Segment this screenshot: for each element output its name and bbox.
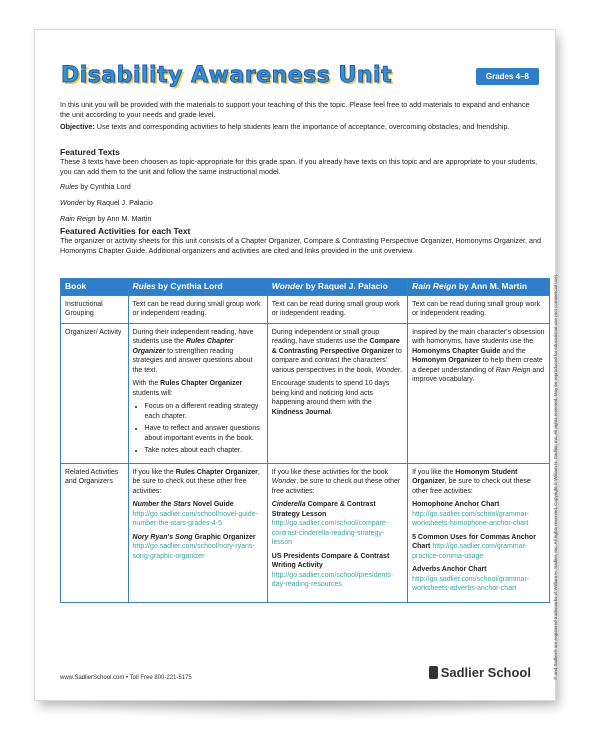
text-run: and improve vocabulary.: [412, 366, 545, 383]
resource-title: Number the Stars: [132, 501, 191, 508]
featured-activities-description: The organizer or activity sheets for this unit consists of a Chapter Organizer, Compare & Contrasting Perspective Organizer, Homonyms Organizer, and Homonyms Chapter Guide. Additional organizers and activities are cited and links provided in the unit overview.: [60, 236, 541, 255]
list-item: • Focus on a different reading strategy each chapter.: [145, 402, 263, 421]
resource-title: Nory Ryan's Song: [132, 533, 193, 541]
table-cell: Text can be read during small group work or independent reading.: [267, 295, 407, 323]
objective-paragraph: [60, 122, 541, 132]
text-run: , be sure to check out these other free activities:: [412, 478, 531, 495]
header-wonder: [267, 279, 407, 296]
book-list-item: [60, 182, 541, 192]
cell-paragraph: [412, 328, 545, 385]
organizer-name: Compare & Contrasting Perspective Organizer: [271, 338, 400, 355]
cell-paragraph: [412, 468, 545, 497]
resource-link[interactable]: http://go.sadlier.com/school/nory-ryans-song-graphic-organizer: [132, 543, 255, 560]
worksheet-page: [35, 30, 558, 700]
resource-item: [133, 533, 263, 562]
header-rules: [128, 279, 267, 296]
featured-texts-section: [60, 147, 541, 224]
cell-paragraph: [272, 379, 403, 417]
featured-activities-section: [60, 226, 541, 256]
resource-link[interactable]: http://go.sadlier.com/school/compare-contrast-cinderella-reading-strategy-lesson: [271, 520, 389, 546]
page-shadow: [48, 700, 548, 722]
logo-text: Sadlier School: [440, 665, 531, 680]
row-label: Related Activities and Organizers: [61, 463, 129, 602]
cell-paragraph: [133, 468, 263, 497]
list-item: • Have to reflect and answer questions about important events in the book.: [145, 424, 263, 443]
book-author: by Raquel J. Palacio: [85, 198, 153, 207]
sadlier-s-icon: [429, 666, 438, 679]
organizer-name: Homonym Student Organizer: [412, 468, 518, 485]
header-author: by Raquel J. Palacio: [303, 281, 388, 291]
copyright-sidebar: [553, 273, 563, 680]
book-author: by Ann M. Martin: [95, 214, 152, 223]
table-row: [61, 295, 550, 323]
resource-link[interactable]: http://go.sadlier.com/school/grammar-worksheets-homophone-anchor-chart: [412, 510, 530, 527]
table-header-row: [61, 279, 550, 296]
cell-paragraph: [133, 328, 263, 376]
table-cell: [408, 463, 550, 602]
organizer-name: Rules Chapter Organizer: [175, 468, 258, 476]
resource-item: [272, 500, 403, 548]
text-run: .: [400, 366, 403, 374]
text-run: to help them create a deeper understanding of: [412, 357, 543, 374]
header-author: by Ann M. Martin: [456, 281, 528, 291]
table-row: [61, 323, 550, 463]
text-run: During independent or small group reading, have students use the: [271, 328, 380, 345]
objective-label: Objective:: [60, 122, 95, 131]
table-cell: [408, 323, 550, 463]
sadlier-logo: [429, 665, 531, 680]
resource-title: US Presidents Compare & Contrast Writing Activity: [271, 552, 390, 569]
text-run: and the: [500, 347, 526, 355]
text-run: students will:: [132, 389, 173, 397]
header-author: by Cynthia Lord: [155, 281, 223, 291]
bullet-list: [133, 402, 263, 456]
text-run: If you like the: [412, 468, 456, 476]
resource-item: [412, 533, 545, 562]
table-cell: [128, 463, 267, 602]
organizer-name: Kindness Journal: [271, 408, 331, 416]
header-title: Wonder: [271, 281, 304, 291]
text-run: During their independent reading, have students use the: [132, 328, 254, 345]
row-label: Organizer/ Activity: [61, 323, 129, 463]
objective-text: Use texts and corresponding activities to help students learn the importance of acceptance, overcoming obstacles, and friendship.: [96, 122, 510, 131]
book-title: Rules: [60, 182, 79, 191]
text-run: to compare and contrast the characters' various perspectives in the book,: [271, 347, 402, 374]
book-title: Wonder: [375, 366, 401, 374]
resource-title: Cinderella: [271, 501, 306, 508]
text-run: , be sure to check out these other free activities:: [132, 468, 260, 495]
header-book: Book: [61, 279, 129, 296]
organizer-name: Rules Chapter Organizer: [160, 380, 243, 387]
grades-badge: Grades 4–8: [476, 68, 539, 85]
resource-item: [412, 500, 545, 529]
resource-link[interactable]: http://go.sadlier.com/school/grammar-worksheets-adverbs-anchor-chart: [412, 575, 530, 592]
copyright-text: ® and Sadlier® are registered trademarks of William H. Sadlier, Inc. All rights reserved. Copyright © William H. Sadlier, Inc. All rights reserved. May be reproduced for educational use (not commercial use).: [553, 273, 558, 680]
book-list-item: [60, 214, 541, 224]
resource-title: Novel Guide: [190, 501, 234, 508]
cell-paragraph: [272, 468, 403, 497]
book-list-item: [60, 198, 541, 208]
organizer-name: Homonym Organizer: [412, 357, 481, 364]
row-label: Instructional Grouping: [61, 295, 129, 323]
resource-item: [133, 500, 263, 529]
list-item: • Take notes about each chapter.: [145, 446, 263, 456]
organizer-name: Homonyms Chapter Guide: [412, 347, 501, 355]
book-title: Wonder: [60, 198, 86, 207]
text-run: , be sure to check out these other free activities:: [271, 478, 401, 495]
resource-link[interactable]: http://go.sadlier.com/grammar-practice-comma-usage: [412, 543, 528, 560]
cell-paragraph: [133, 379, 263, 398]
table-cell: Text can be read during small group work or independent reading.: [408, 295, 550, 323]
intro-paragraph: In this unit you will be provided with the materials to support your teaching of this the topic. Please feel free to add materials to expand and enhance the unit according to your needs and grade level.: [60, 100, 530, 119]
text-run: to strengthen reading strategies and answer questions about the text.: [132, 347, 253, 374]
resource-item: [412, 565, 545, 594]
table-cell: [128, 323, 267, 463]
activities-table: [60, 278, 550, 603]
footer-contact: www.SadlierSchool.com • Toll Free 800-221-5175: [60, 675, 192, 681]
featured-texts-heading: Featured Texts: [60, 147, 120, 157]
cell-paragraph: [272, 328, 403, 376]
text-run: Inspired by the main character's obsession with homonyms, have students use the: [412, 328, 545, 345]
featured-texts-description: These 3 texts have been choosen as topic-appropriate for this grade span. If you already have texts on this topic and are appropriate to your students, you can add them to the unit and follow the same instructional model.: [60, 157, 538, 176]
table-row: [61, 463, 550, 602]
featured-activities-heading: Featured Activities for each Text: [60, 226, 191, 236]
resource-title: Adverbs Anchor Chart: [412, 566, 487, 573]
resource-title: Homophone Anchor Chart: [412, 501, 500, 508]
resource-title: 5 Common Uses for Commas Anchor Chart: [412, 533, 536, 550]
page-title: Disability Awareness Unit: [61, 63, 393, 88]
table-cell: Text can be read during small group work or independent reading.: [128, 295, 267, 323]
text-run: With the: [132, 380, 161, 387]
organizer-name: Rules Chapter Organizer: [132, 338, 234, 355]
text-run: Encourage students to spend 10 days being kind and noticing kind acts happening around them with the: [271, 380, 390, 406]
resource-link[interactable]: http://go.sadlier.com/school/novel-guide-number-the-stars-grades-4-5: [132, 510, 258, 527]
table-cell: [267, 463, 407, 602]
header-title: Rules: [132, 281, 156, 291]
resource-title: Compare & Contrast Strategy Lesson: [271, 501, 376, 518]
book-title: Rain Reign: [495, 366, 531, 374]
book-title: Rain Reign: [60, 214, 96, 223]
resource-item: [272, 552, 403, 590]
text-run: If you like the: [132, 468, 176, 476]
book-title: Wonder: [271, 478, 297, 485]
text-run: If you like these activities for the book: [271, 468, 389, 476]
table-cell: [267, 323, 407, 463]
text-run: .: [330, 408, 333, 416]
header-title: Rain Reign: [412, 281, 457, 291]
resource-title: Graphic Organizer: [192, 533, 256, 541]
resource-link[interactable]: http://go.sadlier.com/school/presidents-day-reading-resources: [271, 571, 394, 588]
header-rain-reign: [408, 279, 550, 296]
book-author: by Cynthia Lord: [78, 182, 131, 191]
